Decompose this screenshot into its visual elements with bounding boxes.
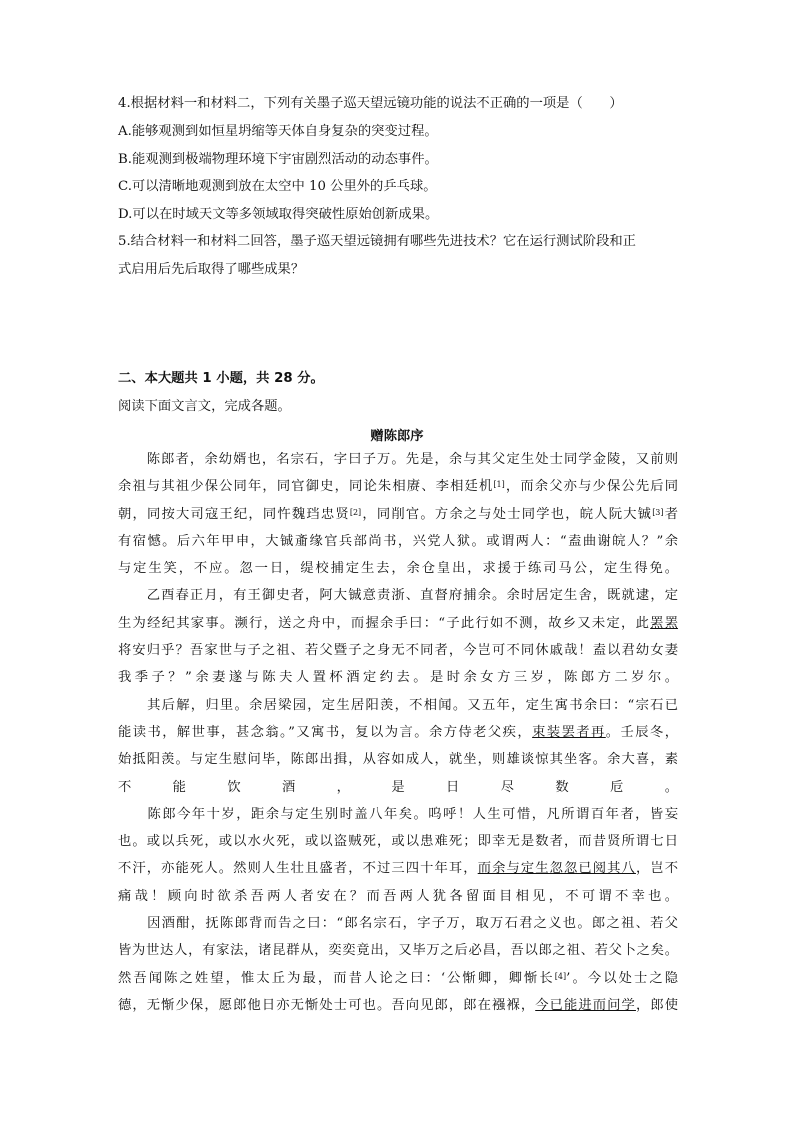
passage-line: 痛哉！顾向时欲杀吾两人者安在？而吾两人犹各留面目相见，不可谓不幸也。	[118, 888, 678, 904]
passage-line: 与定生笑，不应。忽一日，缇校捕定生去，余仓皇出，求援于练司马公，定生得免。	[118, 561, 678, 577]
option-a: A.能够观测到如恒星坍缩等天体自身复杂的突变过程。	[118, 124, 438, 139]
passage-line: 陈郎者，余幼婿也，名宗石，字曰子万。先是，余与其父定生处士同学金陵，又前则	[118, 452, 678, 467]
passage-line: 能读书，解世事，甚念翁。”又寓书，复以为言。余方侍老父疾，束装罢者再。壬辰冬，	[118, 724, 679, 740]
underlined-text: 束装罢者再	[532, 724, 606, 740]
passage-line: 皆为世达人，有家法，诸昆群从，奕奕竟出，又毕万之后必昌，吾以郎之祖、若父卜之矣。	[118, 943, 678, 959]
passage	[118, 446, 678, 1019]
option-b: B.能观测到极端物理环境下宇宙剧烈活动的动态事件。	[118, 152, 438, 167]
passage-line: 始抵阳羡。与定生慰问毕，陈郎出揖，从容如成人，就坐，则雄谈惊其坐客。余大喜，素	[118, 752, 678, 768]
underlined-text: 今已能进而问学	[535, 997, 636, 1013]
passage-line: 生为经纪其家事。濒行，送之舟中，而握余手曰：“子此行如不测，故乡又未定，此罴罴	[118, 615, 679, 631]
passage-line: 有宿憾。后六年甲申，大铖齑缘官兵部尚书，兴党人狱。或谓两人：“盍曲谢皖人？”余	[118, 533, 678, 549]
passage-line: 其后解，归里。余居梁园，定生居阳羡，不相闻。又五年，定生寓书余曰：“宗石已	[118, 697, 678, 713]
note-ref: [2]	[349, 507, 362, 517]
passage-line: 将安归乎？吾家世与子之祖、若父暨子之身无不同者，今岂可不同休戚哉！盍以君幼女妻	[118, 643, 678, 659]
passage-line: 也。或以兵死，或以水火死，或以盗贼死，或以患难死；即幸无是数者，而昔贤所谓七日	[118, 834, 678, 850]
passage-line: 余祖与其祖少保公同年，同官御史，同论朱相赓、李相廷机[1]，而余父亦与少保公先后同	[118, 479, 679, 495]
passage-line: 德，无惭少保，愿郎他日亦无惭处士可也。吾向见郎，郎在襁褓，今已能进而问学，郎使	[118, 997, 679, 1013]
note-ref: [4]	[554, 971, 567, 981]
passage-line: 乙酉春正月，有王御史者，阿大铖意责浙、直督府捕余。余时居定生舍，既就逮，定	[118, 588, 678, 604]
question-5-line2: 式启用后先后取得了哪些成果？	[118, 262, 305, 277]
question-5-line1: 5.结合材料一和材料二回答，墨子巡天望远镜拥有哪些先进技术？它在运行测试阶段和正	[118, 234, 636, 249]
passage-line: 不能饮酒，是日尽数卮。	[118, 779, 678, 795]
section-instruction: 阅读下面文言文，完成各题。	[118, 399, 291, 414]
underlined-text: 罴罴	[650, 615, 679, 631]
note-ref: [1]	[493, 480, 505, 490]
passage-line: 我季子？”余妻遂与陈夫人置杯酒定约去。是时余女方三岁，陈郎方二岁尔。	[118, 670, 678, 686]
section-heading: 二、本大题共 1 小题，共 28 分。	[118, 371, 324, 386]
question-4: 4.根据材料一和材料二，下列有关墨子巡天望远镜功能的说法不正确的一项是（ ）	[118, 96, 623, 111]
underlined-text: 而余与定生忽忽已阅其八	[477, 861, 636, 877]
passage-line: 朝，同按大司寇王纪，同忤魏珰忠贤[2]，同削官。方余之与处士同学也，皖人阮大铖[3]者	[118, 506, 679, 522]
passage-line: 陈郎今年十岁，距余与定生别时盖八年矣。呜呼！人生可惜，凡所谓百年者，皆妄	[118, 806, 678, 822]
option-d: D.可以在时域天文等多领域取得突破性原始创新成果。	[118, 207, 439, 222]
passage-line: 不汗，亦能死人。然则人生壮且盛者，不过三四十年耳，而余与定生忽忽已阅其八，岂不	[118, 861, 679, 877]
passage-title: 赠陈郎序	[370, 429, 424, 444]
passage-line: 然吾闻陈之姓望，惟太丘为最，而昔人论之曰：‘公惭卿，卿惭长[4]’。今以处士之隐	[118, 970, 678, 986]
passage-line: 因酒酣，抚陈郎背而告之曰：“郎名宗石，字子万，取万石君之义也。郎之祖、若父	[118, 916, 678, 932]
option-c: C.可以清晰地观测到放在太空中 10 公里外的乒乓球。	[118, 179, 437, 194]
note-ref: [3]	[652, 507, 664, 517]
